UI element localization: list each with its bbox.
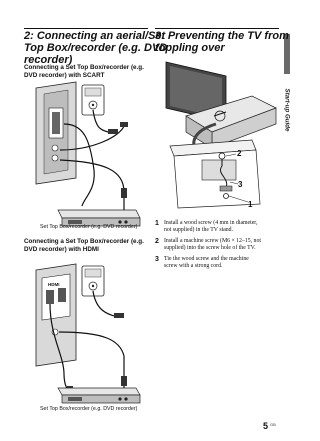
section-tab-label: Start-up Guide [283, 88, 291, 132]
page-language-code: GB [270, 422, 276, 427]
screw-and-cord-detail-icon [170, 140, 260, 208]
tv-rear-panel-icon [36, 264, 76, 366]
scart-cable-icon [60, 110, 124, 210]
page-number: 5 [263, 421, 269, 431]
right-title-rule [155, 28, 279, 29]
hdmi-heading: Connecting a Set Top Box/recorder (e.g. DVD recorder) with HDMI [24, 238, 144, 253]
step-2-text: Install a machine screw (M6 × 12–15, not supplied) into the screw hole of the TV. [164, 238, 261, 251]
scart-heading: Connecting a Set Top Box/recorder (e.g. DVD recorder) with SCART [24, 64, 144, 79]
hdmi-recorder-caption: Set Top Box/recorder (e.g. DVD recorder) [40, 406, 138, 412]
step-3-number: 3 [155, 256, 159, 263]
scart-connection-diagram [24, 80, 148, 228]
callout-1: 1 [248, 200, 253, 209]
hdmi-port-label: HDMI [48, 282, 60, 287]
step-3-text: Tie the wood screw and the machine screw with a strong cord. [164, 256, 249, 269]
tv-rear-panel-icon [36, 82, 76, 184]
step-1-number: 1 [155, 220, 159, 227]
left-title-rule [24, 28, 148, 29]
hdmi-connection-diagram [24, 256, 148, 406]
step-2-number: 2 [155, 238, 159, 245]
anti-topple-diagram [156, 56, 282, 216]
step-1-text: Install a wood screw (4 mm in diameter, not supplied) in the TV stand. [164, 220, 258, 233]
callout-2: 2 [237, 149, 242, 158]
set-top-box-recorder-icon [58, 388, 140, 403]
callout-3: 3 [238, 180, 243, 189]
tv-on-stand-icon [166, 62, 276, 148]
toppling-section-title: 3: Preventing the TV from toppling over [155, 30, 289, 54]
connecting-section-title: 2: Connecting an aerial/Set Top Box/recorder (e.g. DVD recorder) [24, 30, 168, 66]
scart-recorder-caption: Set Top Box/recorder (e.g. DVD recorder) [40, 224, 138, 230]
